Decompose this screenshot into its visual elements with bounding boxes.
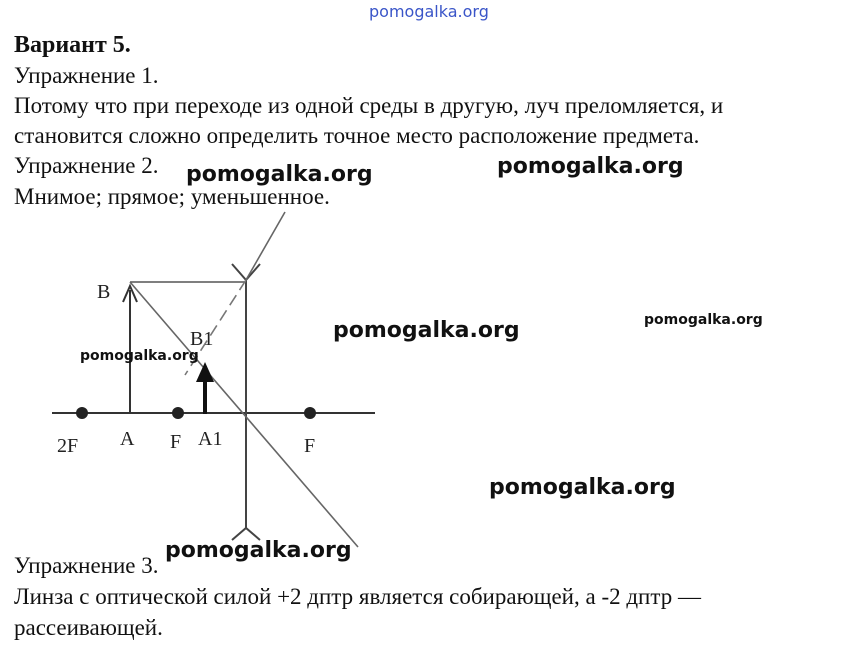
label-b: B <box>97 281 111 303</box>
site-watermark-top: pomogalka.org <box>369 2 489 21</box>
watermark-2: pomogalka.org <box>497 154 684 179</box>
refracted-ray <box>246 212 285 280</box>
point-f-right <box>304 407 316 419</box>
exercise-3-line-2: рассеивающей. <box>14 615 163 640</box>
watermark-7: pomogalka.org <box>165 538 352 563</box>
exercise-3-line-1: Линза с оптической силой +2 дптр является собирающей, а -2 дптр — <box>14 584 701 609</box>
label-f-left: F <box>170 431 182 453</box>
exercise-1-line-1: Потому что при переходе из одной среды в другую, луч преломляется, и <box>14 93 724 118</box>
exercise-3-title: Упражнение 3. <box>14 553 159 578</box>
label-f-right: F <box>304 435 316 457</box>
watermark-5: pomogalka.org <box>80 348 199 364</box>
label-a1: A1 <box>198 428 223 450</box>
image-arrow-head <box>196 362 214 382</box>
exercise-1-title: Упражнение 1. <box>14 63 159 88</box>
exercise-2-title: Упражнение 2. <box>14 153 159 178</box>
exercise-2-answer: Мнимое; прямое; уменьшенное. <box>14 184 330 209</box>
label-2f: 2F <box>57 435 79 457</box>
point-f-left <box>172 407 184 419</box>
watermark-6: pomogalka.org <box>489 475 676 500</box>
variant-title: Вариант 5. <box>14 32 131 58</box>
label-b1: B1 <box>190 328 214 350</box>
watermark-4: pomogalka.org <box>644 312 763 328</box>
exercise-1-line-2: становится сложно определить точное место расположение предмета. <box>14 123 700 148</box>
watermark-1: pomogalka.org <box>186 162 373 187</box>
label-a: A <box>120 428 135 450</box>
lens-top-arrow <box>232 264 260 280</box>
point-2f <box>76 407 88 419</box>
central-ray <box>130 282 358 547</box>
watermark-3: pomogalka.org <box>333 318 520 343</box>
